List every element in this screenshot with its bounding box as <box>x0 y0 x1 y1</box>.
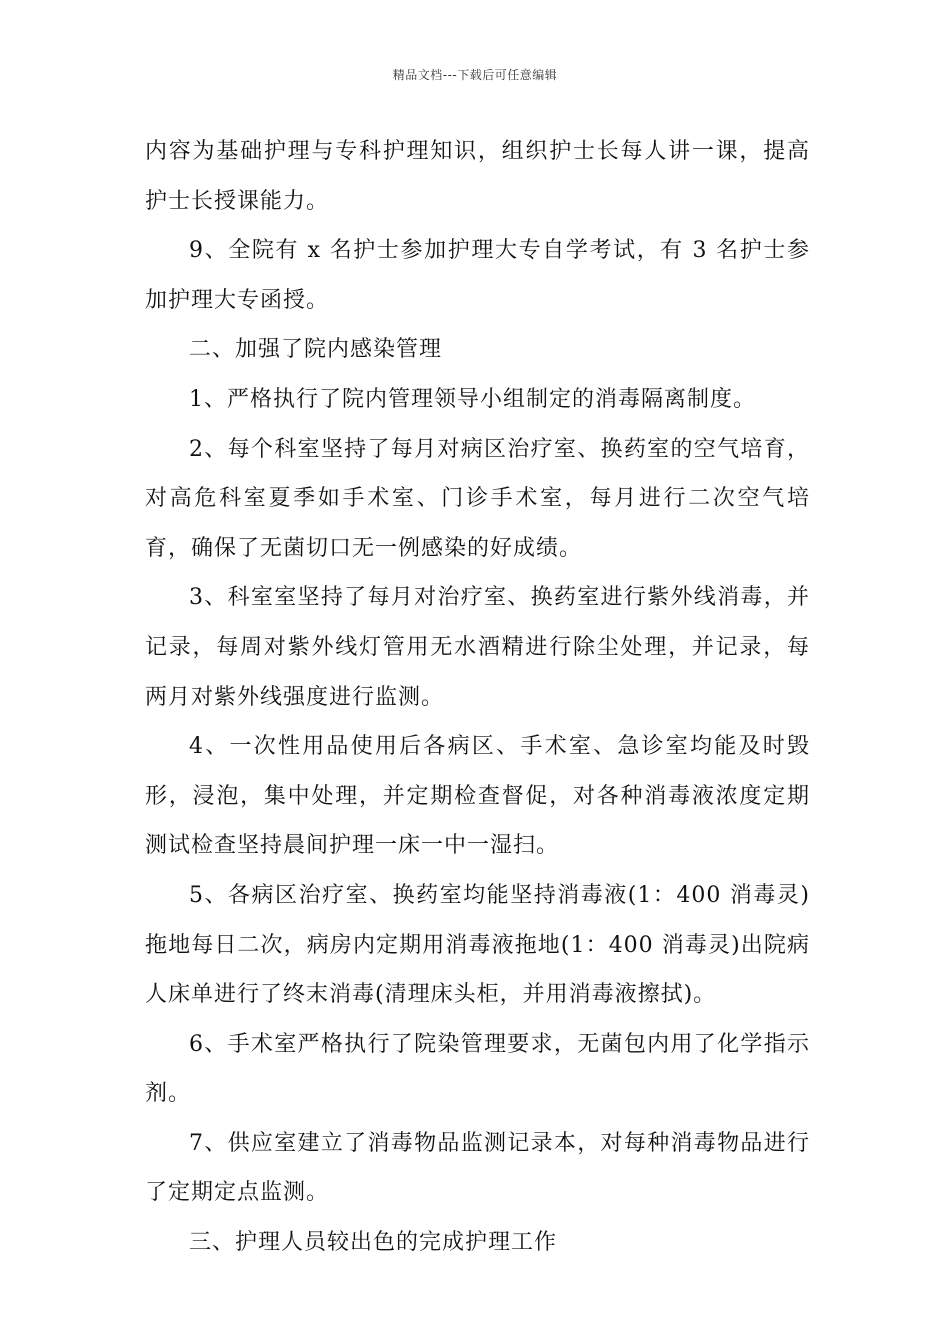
paragraph: 6、手术室严格执行了院染管理要求，无菌包内用了化学指示剂。 <box>145 1031 810 1107</box>
paragraph: 7、供应室建立了消毒物品监测记录本，对每种消毒物品进行了定期定点监测。 <box>145 1130 810 1206</box>
section-heading: 二、加强了院内感染管理 <box>189 337 443 363</box>
paragraph: 5、各病区治疗室、换药室均能坚持消毒液(1：400 消毒灵)拖地每日二次，病房内定期用消毒液拖地(1：400 消毒灵)出院病人床单进行了终末消毒(清理床头柜，并用消毒液擦拭)。 <box>145 882 810 1008</box>
document-body <box>145 127 810 1268</box>
paragraph: 3、科室室坚持了每月对治疗室、换药室进行紫外线消毒，并记录，每周对紫外线灯管用无水酒精进行除尘处理，并记录，每两月对紫外线强度进行监测。 <box>145 585 810 710</box>
paragraph: 1、严格执行了院内管理领导小组制定的消毒隔离制度。 <box>189 386 756 412</box>
paragraph: 2、每个科室坚持了每月对病区治疗室、换药室的空气培育，对高危科室夏季如手术室、门诊手术室，每月进行二次空气培育，确保了无菌切口无一例感染的好成绩。 <box>145 436 810 561</box>
page-header: 精品文档---下载后可任意编辑 <box>392 68 558 82</box>
paragraph: 9、全院有 x 名护士参加护理大专自学考试，有 3 名护士参加护理大专函授。 <box>145 238 810 313</box>
section-heading: 三、护理人员较出色的完成护理工作 <box>189 1230 558 1256</box>
paragraph: 4、一次性用品使用后各病区、手术室、急诊室均能及时毁形，浸泡，集中处理，并定期检查督促，对各种消毒液浓度定期测试检查坚持晨间护理一床一中一湿扫。 <box>145 734 810 859</box>
paragraph: 内容为基础护理与专科护理知识，组织护士长每人讲一课，提高护士长授课能力。 <box>145 139 810 214</box>
